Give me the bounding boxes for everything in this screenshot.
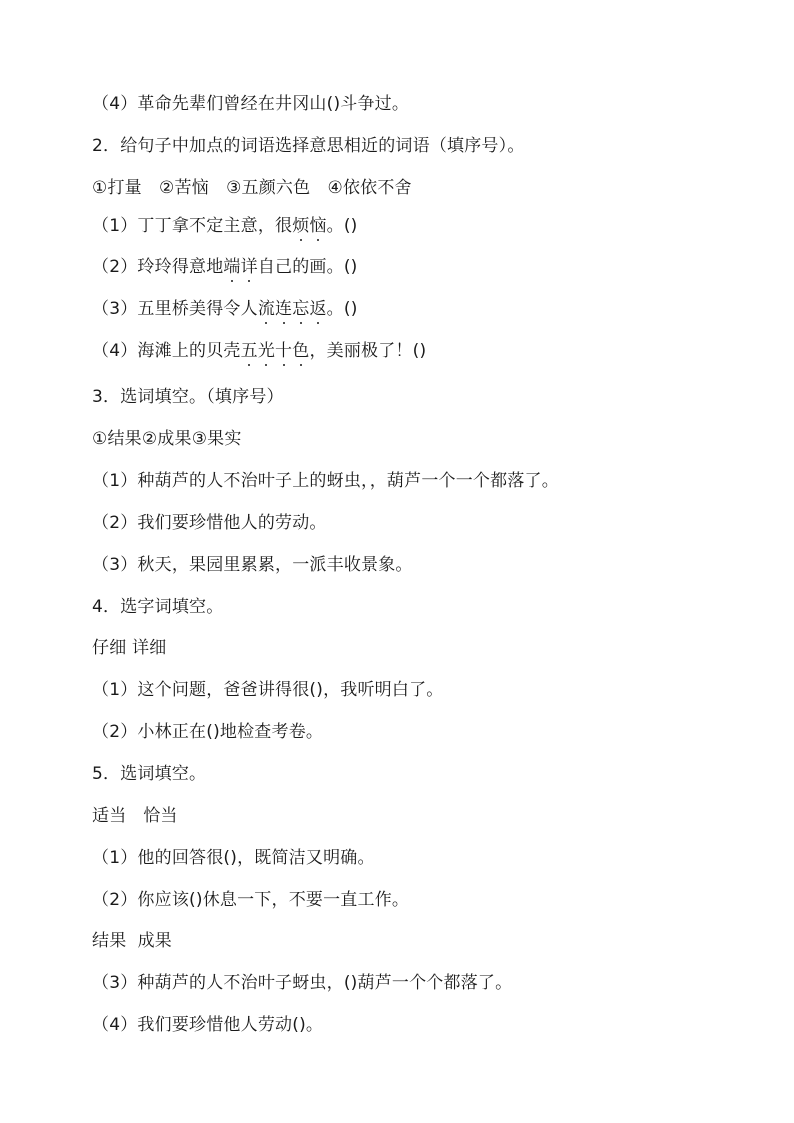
dotted-char: 端 [223,257,241,277]
q2-item-2-close: ) [350,257,358,277]
q5-item-1-post: )，既简洁又明确。 [230,848,375,868]
dotted-char: 连 [275,299,293,319]
q2-item-2-post: 自己的画。( [257,257,351,277]
q2-item-2-pre: （2）玲玲得意地 [92,257,224,277]
q3-item-3-post: 累累，一派丰收景象。 [240,555,413,575]
q3-options [92,427,242,451]
q5-item-3-post: )葫芦一个个都落了。 [350,973,513,993]
q2-item-1-pre: （1）丁丁拿不定主意，很 [92,216,293,236]
dotted-char: 流 [257,299,276,319]
q2-item-3 [92,297,358,321]
q2-title: 2．给句子中加点的词语选择意思相近的词语（填序号）。 [92,136,525,156]
q3-item-3 [92,553,413,580]
q2-item-4-post: ，美丽极了！( [309,341,420,361]
q2-item-2 [92,255,358,279]
q5-item-3-pre: （3）种葫芦的人不治叶子蚜虫，( [92,973,351,993]
q5-words-2: 结果 成果 [92,931,173,951]
dotted-char: 五 [240,341,258,361]
q4-item-2-pre: （2）小林正在( [92,722,214,742]
dotted-char: 光 [257,341,276,361]
q4-item-2 [92,720,323,744]
q3-item-2-pre: （2）我们要珍惜他人的劳动 [92,513,310,533]
q4-words: 仔细 详细 [92,638,167,658]
q3-option-3: ③果实 [191,429,242,449]
q4-item-1-pre: （1）这个问题，爸爸讲得很( [92,680,317,700]
q5-item-4-post: )。 [299,1015,324,1035]
q5-item-1-pre: （1）他的回答很( [92,848,231,868]
q5-words-1: 适当 恰当 [92,806,178,826]
q1-item-4-text-post: )斗争过。 [333,94,410,114]
dotted-char: 色 [292,341,310,361]
q5-item-1 [92,846,375,870]
q3-item-1-post: ，葫芦一个一个都落了。 [369,471,559,491]
dotted-char: 忘 [292,299,310,319]
q3-title: 3．选词填空。（填序号） [92,387,284,407]
q4-title: 4．选字词填空。 [92,597,224,617]
q3-item-3-pre: （3）秋天，果园里 [92,555,241,575]
q3-item-1 [92,469,559,496]
q4-item-2-post: )地检查考卷。 [213,722,324,742]
q2-item-4-close: ) [419,341,427,361]
q2-item-4 [92,339,426,363]
q5-item-3 [92,971,512,995]
q2-item-3-pre: （3）五里桥美得令人 [92,299,258,319]
q4-item-1-post: )，我听明白了。 [316,680,444,700]
dotted-char: 返 [309,299,327,319]
q5-item-4-pre: （4）我们要珍惜他人劳动( [92,1015,300,1035]
q2-item-1-post: 。( [326,216,351,236]
q5-item-2-post: )休息一下，不要一直工作。 [195,890,410,910]
dotted-char: 恼 [309,216,327,236]
dotted-char: 十 [275,341,293,361]
q1-item-4 [92,92,409,116]
q3-item-2 [92,511,327,538]
q5-item-2 [92,888,409,912]
q2-options: ①打量 ②苦恼 ③五颜六色 ④依依不舍 [92,178,412,198]
q5-item-4 [92,1013,323,1037]
q1-item-4-text-pre: （4）革命先辈们曾经在井冈山( [92,94,334,114]
q3-item-1-pre: （1）种葫芦的人不治叶子上的蚜虫， [92,471,370,491]
q3-item-2-post: 。 [309,513,327,533]
q5-item-2-pre: （2）你应该( [92,890,196,910]
q3-option-2: ②成果 [141,429,192,449]
q2-item-1-close: ) [350,216,358,236]
dotted-char: 烦 [292,216,310,236]
q2-item-3-close: ) [350,299,358,319]
q5-title: 5．选词填空。 [92,764,207,784]
dotted-char: 详 [240,257,258,277]
q4-item-1 [92,678,443,702]
q2-item-3-post: 。( [326,299,351,319]
q2-item-1 [92,214,358,238]
q2-item-4-pre: （4）海滩上的贝壳 [92,341,241,361]
q3-option-1: ①结果 [92,429,142,449]
